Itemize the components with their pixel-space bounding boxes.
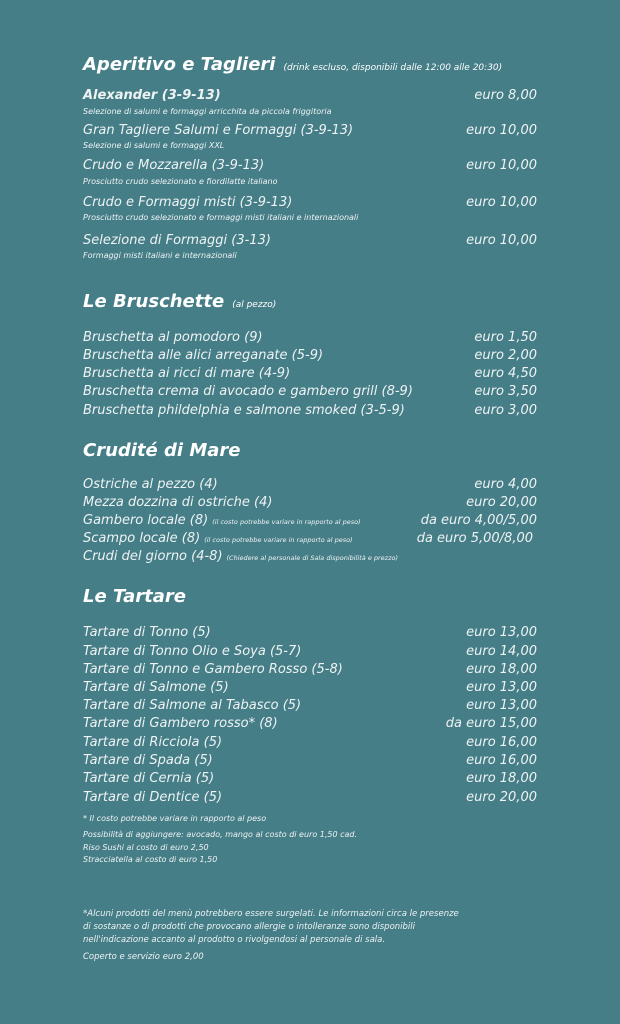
item-name-text: Bruschetta alle alici arreganate (5-9): [83, 348, 324, 363]
item-name-text: Tartare di Salmone al Tabasco (5): [83, 698, 302, 713]
menu-item-price: euro 16,00: [466, 753, 537, 768]
menu-item-name: [83, 124, 353, 137]
menu-item-price: da euro 5,00/8,00: [416, 531, 533, 546]
menu-item-price: euro 4,50: [474, 366, 537, 381]
menu-item-name: [83, 532, 353, 545]
menu-item-price: euro 3,00: [474, 403, 537, 418]
menu-item-name: [83, 550, 398, 563]
menu-item-name: [83, 385, 413, 398]
item-note: (il costo potrebbe variare in rapporto al peso): [212, 518, 361, 526]
footnote: * Il costo potrebbe variare in rapporto al peso: [83, 814, 267, 823]
menu-item-price: da euro 4,00/5,00: [420, 513, 537, 528]
item-note: (Chiedere al personale di Sala disponibilità e prezzo): [226, 554, 399, 562]
menu-item-name: [83, 159, 264, 172]
item-name-text: Tartare di Gambero rosso* (8): [83, 716, 278, 731]
menu-item-price: euro 1,50: [474, 330, 537, 345]
menu-item-price: euro 3,50: [474, 384, 537, 399]
menu-item-price: euro 10,00: [466, 123, 537, 138]
section-title: [83, 293, 276, 311]
menu-item-name: [83, 196, 292, 209]
item-name-text: Bruschetta crema di avocado e gambero grill (8-9): [83, 384, 413, 399]
menu-item-name: [83, 626, 211, 639]
menu-item-name: [83, 367, 290, 380]
menu-item-name: [83, 89, 221, 102]
section-note: (drink escluso, disponibili dalle 12:00 alle 20:30): [283, 63, 503, 73]
section-title-text: Aperitivo e Taglieri: [83, 54, 276, 75]
item-note: (il costo potrebbe variare in rapporto al peso): [204, 536, 353, 544]
menu-item-name: [83, 772, 214, 785]
menu-item-price: euro 16,00: [466, 735, 537, 750]
menu-item-description: Prosciutto crudo selezionato e formaggi misti italiani e internazionali: [83, 213, 359, 222]
item-name-text: Bruschetta ai ricci di mare (4-9): [83, 366, 291, 381]
menu-item-name: [83, 663, 343, 676]
menu-item-price: euro 8,00: [474, 88, 537, 103]
menu-item-price: euro 13,00: [466, 680, 537, 695]
item-name-text: Crudo e Formaggi misti (3-9-13): [83, 195, 293, 210]
item-name-text: Tartare di Tonno (5): [83, 625, 211, 640]
menu-item-name: [83, 736, 222, 749]
menu-item-description: Formaggi misti italiani e internazionali: [83, 251, 237, 260]
item-name-text: Bruschetta phildelphia e salmone smoked (3-5-9): [83, 403, 405, 418]
item-name-text: Gambero locale (8): [83, 513, 209, 528]
item-name-text: Ostriche al pezzo (4): [83, 477, 218, 492]
allergen-disclaimer: nell'indicazione accanto al prodotto o rivolgendosi al personale di sala.: [83, 935, 386, 945]
menu-item-description: Prosciutto crudo selezionato e fiordilatte italiano: [83, 177, 278, 186]
menu-item-price: da euro 15,00: [445, 716, 537, 731]
item-name-text: Tartare di Dentice (5): [83, 790, 223, 805]
menu-item-name: [83, 717, 278, 730]
menu-item-name: [83, 514, 361, 527]
menu-item-name: [83, 349, 323, 362]
section-title: [83, 56, 502, 74]
item-name-text: Tartare di Spada (5): [83, 753, 213, 768]
item-name-text: Tartare di Cernia (5): [83, 771, 215, 786]
menu-item-price: euro 13,00: [466, 698, 537, 713]
section-title: [83, 588, 186, 606]
section-title-text: Le Tartare: [83, 586, 186, 607]
menu-item-price: euro 4,00: [474, 477, 537, 492]
menu-item-name: [83, 234, 271, 247]
menu-item-price: euro 20,00: [466, 495, 537, 510]
item-name-text: Gran Tagliere Salumi e Formaggi (3-9-13): [83, 123, 354, 138]
section-title-text: Le Bruschette: [83, 291, 225, 312]
menu-item-price: euro 2,00: [474, 348, 537, 363]
footnote: Stracciatella al costo di euro 1,50: [83, 855, 218, 864]
section-title: [83, 442, 241, 460]
cover-charge: Coperto e servizio euro 2,00: [83, 952, 204, 962]
menu-item-name: [83, 791, 222, 804]
section-note: (al pezzo): [232, 300, 277, 310]
menu-item-name: [83, 699, 301, 712]
menu-item-price: euro 10,00: [466, 158, 537, 173]
menu-item-price: euro 14,00: [466, 644, 537, 659]
section-title-text: Crudité di Mare: [83, 440, 241, 461]
allergen-disclaimer: *Alcuni prodotti del menù potrebbero essere surgelati. Le informazioni circa le presenze: [83, 909, 459, 919]
item-name-text: Tartare di Ricciola (5): [83, 735, 223, 750]
item-name-text: Crudi del giorno (4-8): [83, 549, 223, 564]
item-name-text: Alexander (3-9-13): [83, 88, 221, 103]
menu-item-price: euro 13,00: [466, 625, 537, 640]
item-name-text: Bruschetta al pomodoro (9): [83, 330, 263, 345]
menu-item-price: euro 10,00: [466, 233, 537, 248]
item-name-text: Crudo e Mozzarella (3-9-13): [83, 158, 265, 173]
menu-item-name: [83, 496, 272, 509]
item-name-text: Mezza dozzina di ostriche (4): [83, 495, 273, 510]
item-name-text: Tartare di Tonno e Gambero Rosso (5-8): [83, 662, 343, 677]
item-name-text: Tartare di Salmone (5): [83, 680, 229, 695]
footnote: Riso Sushi al costo di euro 2,50: [83, 843, 209, 852]
menu-item-name: [83, 681, 229, 694]
menu-item-name: [83, 331, 263, 344]
menu-item-price: euro 10,00: [466, 195, 537, 210]
menu-item-name: [83, 645, 301, 658]
menu-item-price: euro 18,00: [466, 662, 537, 677]
item-name-text: Scampo locale (8): [83, 531, 201, 546]
menu-item-name: [83, 754, 213, 767]
item-name-text: Tartare di Tonno Olio e Soya (5-7): [83, 644, 302, 659]
menu-item-description: Selezione di salumi e formaggi XXL: [83, 141, 225, 150]
menu-item-name: [83, 404, 405, 417]
allergen-disclaimer: di sostanze o di prodotti che provocano allergie o intolleranze sono disponibili: [83, 922, 415, 932]
item-name-text: Selezione di Formaggi (3-13): [83, 233, 271, 248]
footnote: Possibilità di aggiungere: avocado, mango al costo di euro 1,50 cad.: [83, 830, 358, 839]
menu-item-description: Selezione di salumi e formaggi arricchita da piccola friggitoria: [83, 107, 332, 116]
menu-item-name: [83, 478, 218, 491]
menu-item-price: euro 18,00: [466, 771, 537, 786]
menu-item-price: euro 20,00: [466, 790, 537, 805]
